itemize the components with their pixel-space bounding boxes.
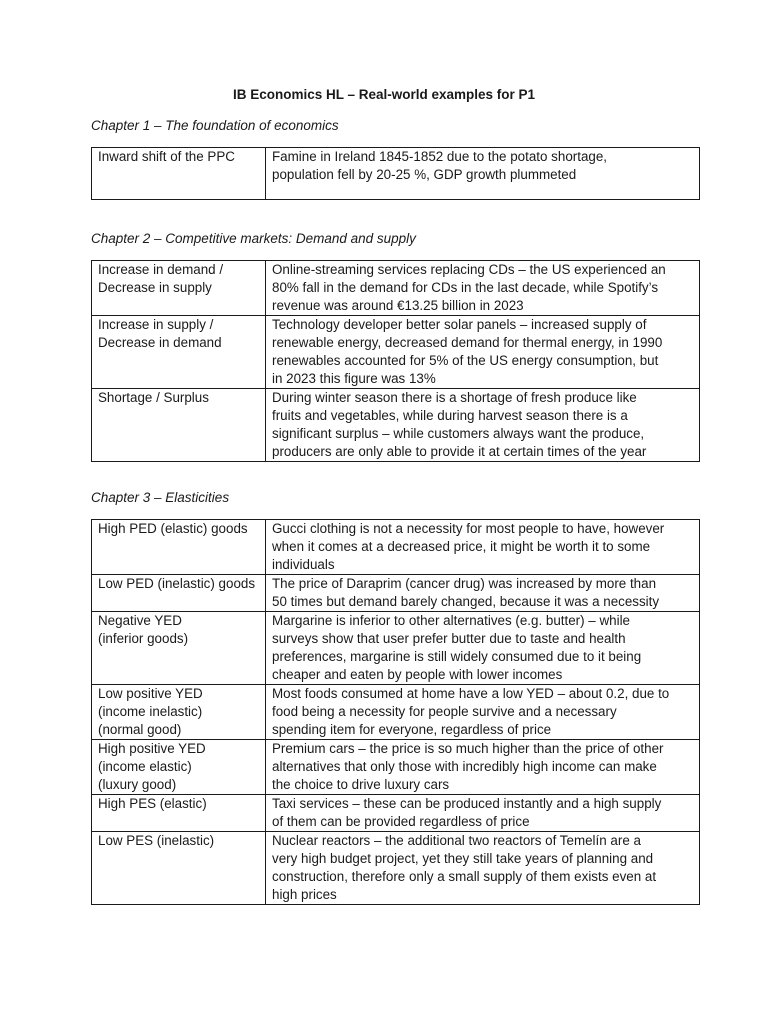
table-row xyxy=(92,740,700,795)
example-cell: Taxi services – these can be produced instantly and a high supply of them can be provided regardless of price xyxy=(266,795,700,832)
table-row xyxy=(92,832,700,905)
example-cell: Gucci clothing is not a necessity for most people to have, however when it comes at a decreased price, it might be worth it to some individuals xyxy=(266,520,700,575)
table-row xyxy=(92,612,700,685)
example-cell: Online-streaming services replacing CDs – the US experienced an 80% fall in the demand for CDs in the last decade, while Spotify’s revenue was around €13.25 billion in 2023 xyxy=(266,261,700,316)
table-row xyxy=(92,685,700,740)
chapter-1-table xyxy=(91,147,700,200)
example-cell: Most foods consumed at home have a low YED – about 0.2, due to food being a necessity for people survive and a necessary spending item for everyone, regardless of price xyxy=(266,685,700,740)
document-title: IB Economics HL – Real-world examples for P1 xyxy=(232,87,536,102)
term-cell: High PED (elastic) goods xyxy=(92,520,266,575)
table-row xyxy=(92,316,700,389)
term-cell: Increase in supply / Decrease in demand xyxy=(92,316,266,389)
term-cell: Low PES (inelastic) xyxy=(92,832,266,905)
term-cell: High positive YED (income elastic) (luxury good) xyxy=(92,740,266,795)
table-row xyxy=(92,148,700,200)
table-row xyxy=(92,575,700,612)
example-cell: Margarine is inferior to other alternatives (e.g. butter) – while surveys show that user prefer butter due to taste and health preferences, margarine is still widely consumed due to it being cheaper and eaten by people with lower incomes xyxy=(266,612,700,685)
chapter-3-table xyxy=(91,519,700,905)
term-cell: Inward shift of the PPC xyxy=(92,148,266,200)
term-cell: Negative YED (inferior goods) xyxy=(92,612,266,685)
chapter-2-table xyxy=(91,260,700,462)
chapter-2-heading: Chapter 2 – Competitive markets: Demand and supply xyxy=(91,231,416,246)
table-row xyxy=(92,795,700,832)
term-cell: Low positive YED (income inelastic) (normal good) xyxy=(92,685,266,740)
chapter-1-heading: Chapter 1 – The foundation of economics xyxy=(91,118,339,133)
term-cell: High PES (elastic) xyxy=(92,795,266,832)
term-cell: Increase in demand / Decrease in supply xyxy=(92,261,266,316)
example-cell: Technology developer better solar panels – increased supply of renewable energy, decreased demand for thermal energy, in 1990 renewables accounted for 5% of the US energy consumption, but in 2023 this figure was 13% xyxy=(266,316,700,389)
table-row xyxy=(92,520,700,575)
term-cell: Shortage / Surplus xyxy=(92,389,266,462)
example-cell: Premium cars – the price is so much higher than the price of other alternatives that only those with incredibly high income can make the choice to drive luxury cars xyxy=(266,740,700,795)
example-cell: During winter season there is a shortage of fresh produce like fruits and vegetables, while during harvest season there is a significant surplus – while customers always want the produce, producers are only able to provide it at certain times of the year xyxy=(266,389,700,462)
example-cell: Famine in Ireland 1845-1852 due to the potato shortage, population fell by 20-25 %, GDP growth plummeted xyxy=(266,148,700,200)
example-cell: Nuclear reactors – the additional two reactors of Temelín are a very high budget project, yet they still take years of planning and construction, therefore only a small supply of them exists even at high prices xyxy=(266,832,700,905)
table-row xyxy=(92,389,700,462)
chapter-3-heading: Chapter 3 – Elasticities xyxy=(91,490,230,505)
table-row xyxy=(92,261,700,316)
example-cell: The price of Daraprim (cancer drug) was increased by more than 50 times but demand barely changed, because it was a necessity xyxy=(266,575,700,612)
term-cell: Low PED (inelastic) goods xyxy=(92,575,266,612)
